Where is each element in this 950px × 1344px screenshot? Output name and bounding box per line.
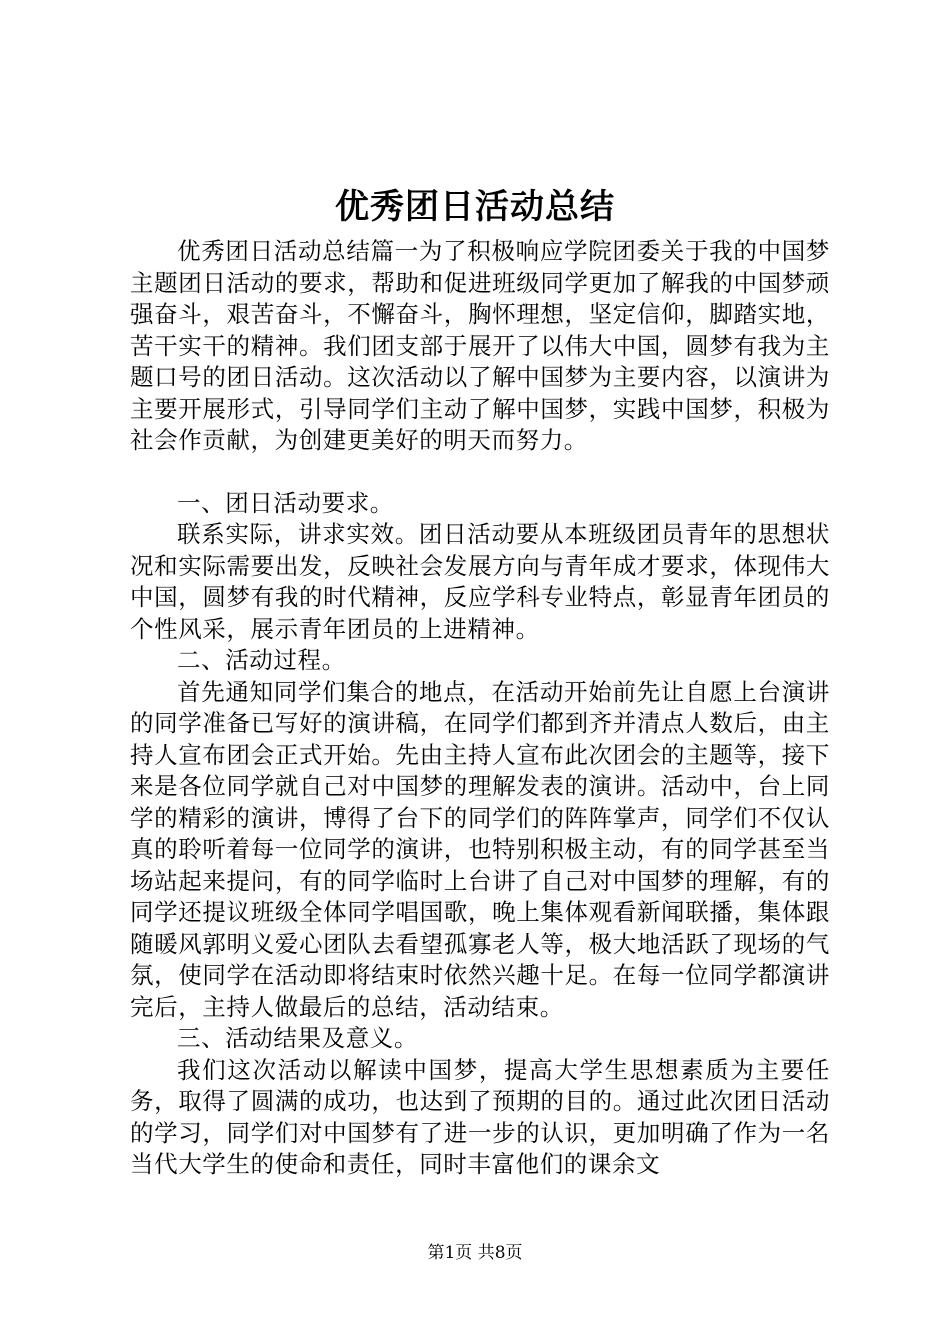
document-body (130, 236, 830, 1181)
section-heading-results: 三、活动结果及意义。 (177, 1024, 418, 1052)
paragraph-process: 首先通知同学们集合的地点，在活动开始前先让自愿上台演讲的同学准备已写好的演讲稿，在同学们都到齐并清点人数后，由主持人宣布团会正式开始。先由主持人宣布此次团会的主题等，接下来是各位同学就自己对中国梦的理解发表的演讲。活动中，台上同学的精彩的演讲，博得了台下的同学们的阵阵掌声，同学们不仅认真的聆听着每一位同学的演讲，也特别积极主动，有的同学甚至当场站起来提问，有的同学临时上台讲了自己对中国梦的理解，有的同学还提议班级全体同学唱国歌，晚上集体观看新闻联播，集体跟随暖风郭明义爱心团队去看望孤寡老人等，极大地活跃了现场的气氛，使同学在活动即将结束时依然兴趣十足。在每一位同学都演讲完后，主持人做最后的总结，活动结束。 (130, 677, 830, 1021)
paragraph-intro: 优秀团日活动总结篇一为了积极响应学院团委关于我的中国梦主题团日活动的要求，帮助和促进班级同学更加了解我的中国梦顽强奋斗，艰苦奋斗，不懈奋斗，胸怀理想，坚定信仰，脚踏实地，苦干实干的精神。我们团支部于展开了以伟大中国，圆梦有我为主题口号的团日活动。这次活动以了解中国梦为主要内容，以演讲为主要开展形式，引导同学们主动了解中国梦，实践中国梦，积极为社会作贡献，为创建更美好的明天而努力。 (130, 237, 830, 454)
document-title: 优秀团日活动总结 (335, 187, 615, 227)
section-heading-process: 二、活动过程。 (177, 646, 346, 674)
page-number-footer: 第1页 共8页 (427, 1243, 523, 1263)
paragraph-requirements: 联系实际，讲求实效。团日活动要从本班级团员青年的思想状况和实际需要出发，反映社会发展方向与青年成才要求，体现伟大中国，圆梦有我的时代精神，反应学科专业特点，彰显青年团员的个性风采，展示青年团员的上进精神。 (130, 520, 830, 643)
section-heading-requirements: 一、团日活动要求。 (177, 488, 394, 517)
paragraph-results: 我们这次活动以解读中国梦，提高大学生思想素质为主要任务，取得了圆满的成功，也达到了预期的目的。通过此次团日活动的学习，同学们对中国梦有了进一步的认识，更加明确了作为一名当代大学生的使命和责任，同时丰富他们的课余文 (130, 1055, 830, 1178)
